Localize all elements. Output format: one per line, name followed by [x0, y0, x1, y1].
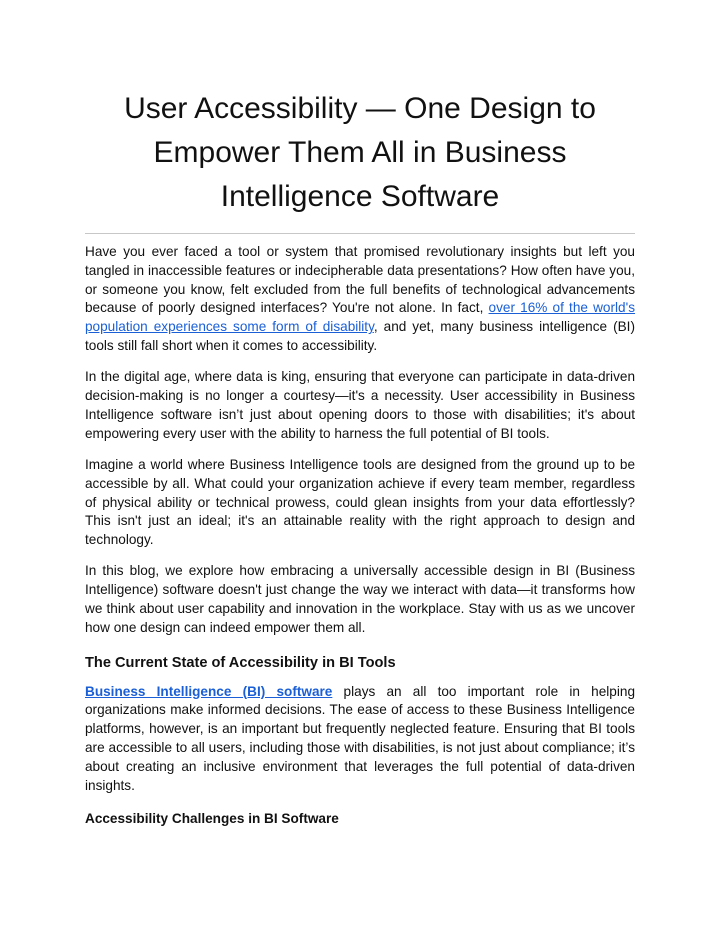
intro-text-after-link: , and yet, many business intelligence (BI) tools still fall short when it comes to accessibility. [85, 319, 635, 353]
intro-text-before-link: Have you ever faced a tool or system that promised revolutionary insights but left you tangled in inaccessible features or indecipherable data presentations? How often have you, or someone you know, felt excluded from the full benefits of technological advancements because of poorly designed interfaces? You're not alone. In fact, [85, 244, 635, 316]
subsection-heading-challenges: Accessibility Challenges in BI Software [85, 811, 339, 827]
title-divider [85, 233, 635, 234]
intro-paragraph [85, 243, 635, 356]
blog-overview-paragraph: In this blog, we explore how embracing a universally accessible design in BI (Business Intelligence) software doesn't just change the way we interact with data—it transforms how we think about user capability and innovation in the workplace. Stay with us as we uncover how one design can indeed empower them all. [85, 563, 635, 635]
digital-age-paragraph: In the digital age, where data is king, ensuring that everyone can participate in data-driven decision-making is no longer a courtesy—it's a necessity. User accessibility in Business Intelligence software isn’t just about opening doors to those with disabilities; it's about empowering every user with the ability to harness the full potential of BI tools. [85, 369, 635, 441]
bi-software-link[interactable]: Business Intelligence (BI) software [85, 683, 333, 699]
page-title: User Accessibility — One Design to Empower Them All in Business Intelligence Software [124, 92, 596, 213]
bi-software-text: plays an all too important role in helping organizations make informed decisions. The ease of access to these Business Intelligence platforms, however, is an important but frequently neglected feature. Ensuring that BI tools are accessible to all users, including those with disabilities, is not just about compliance; it’s about creating an inclusive environment that leverages the full potential of data-driven insights. [85, 683, 635, 793]
imagine-paragraph: Imagine a world where Business Intelligence tools are designed from the ground up to be accessible by all. What could your organization achieve if every team member, regardless of physical ability or technical prowess, could glean insights from your data effortlessly? This isn't just an ideal; it's an attainable reality with the right approach to design and technology. [85, 456, 635, 548]
section-heading-current-state: The Current State of Accessibility in BI Tools [85, 654, 396, 671]
document-page [85, 0, 635, 828]
disability-statistic-link[interactable]: over 16% of the world's population experiences some form of disability [85, 300, 635, 335]
bi-software-paragraph [85, 683, 635, 796]
